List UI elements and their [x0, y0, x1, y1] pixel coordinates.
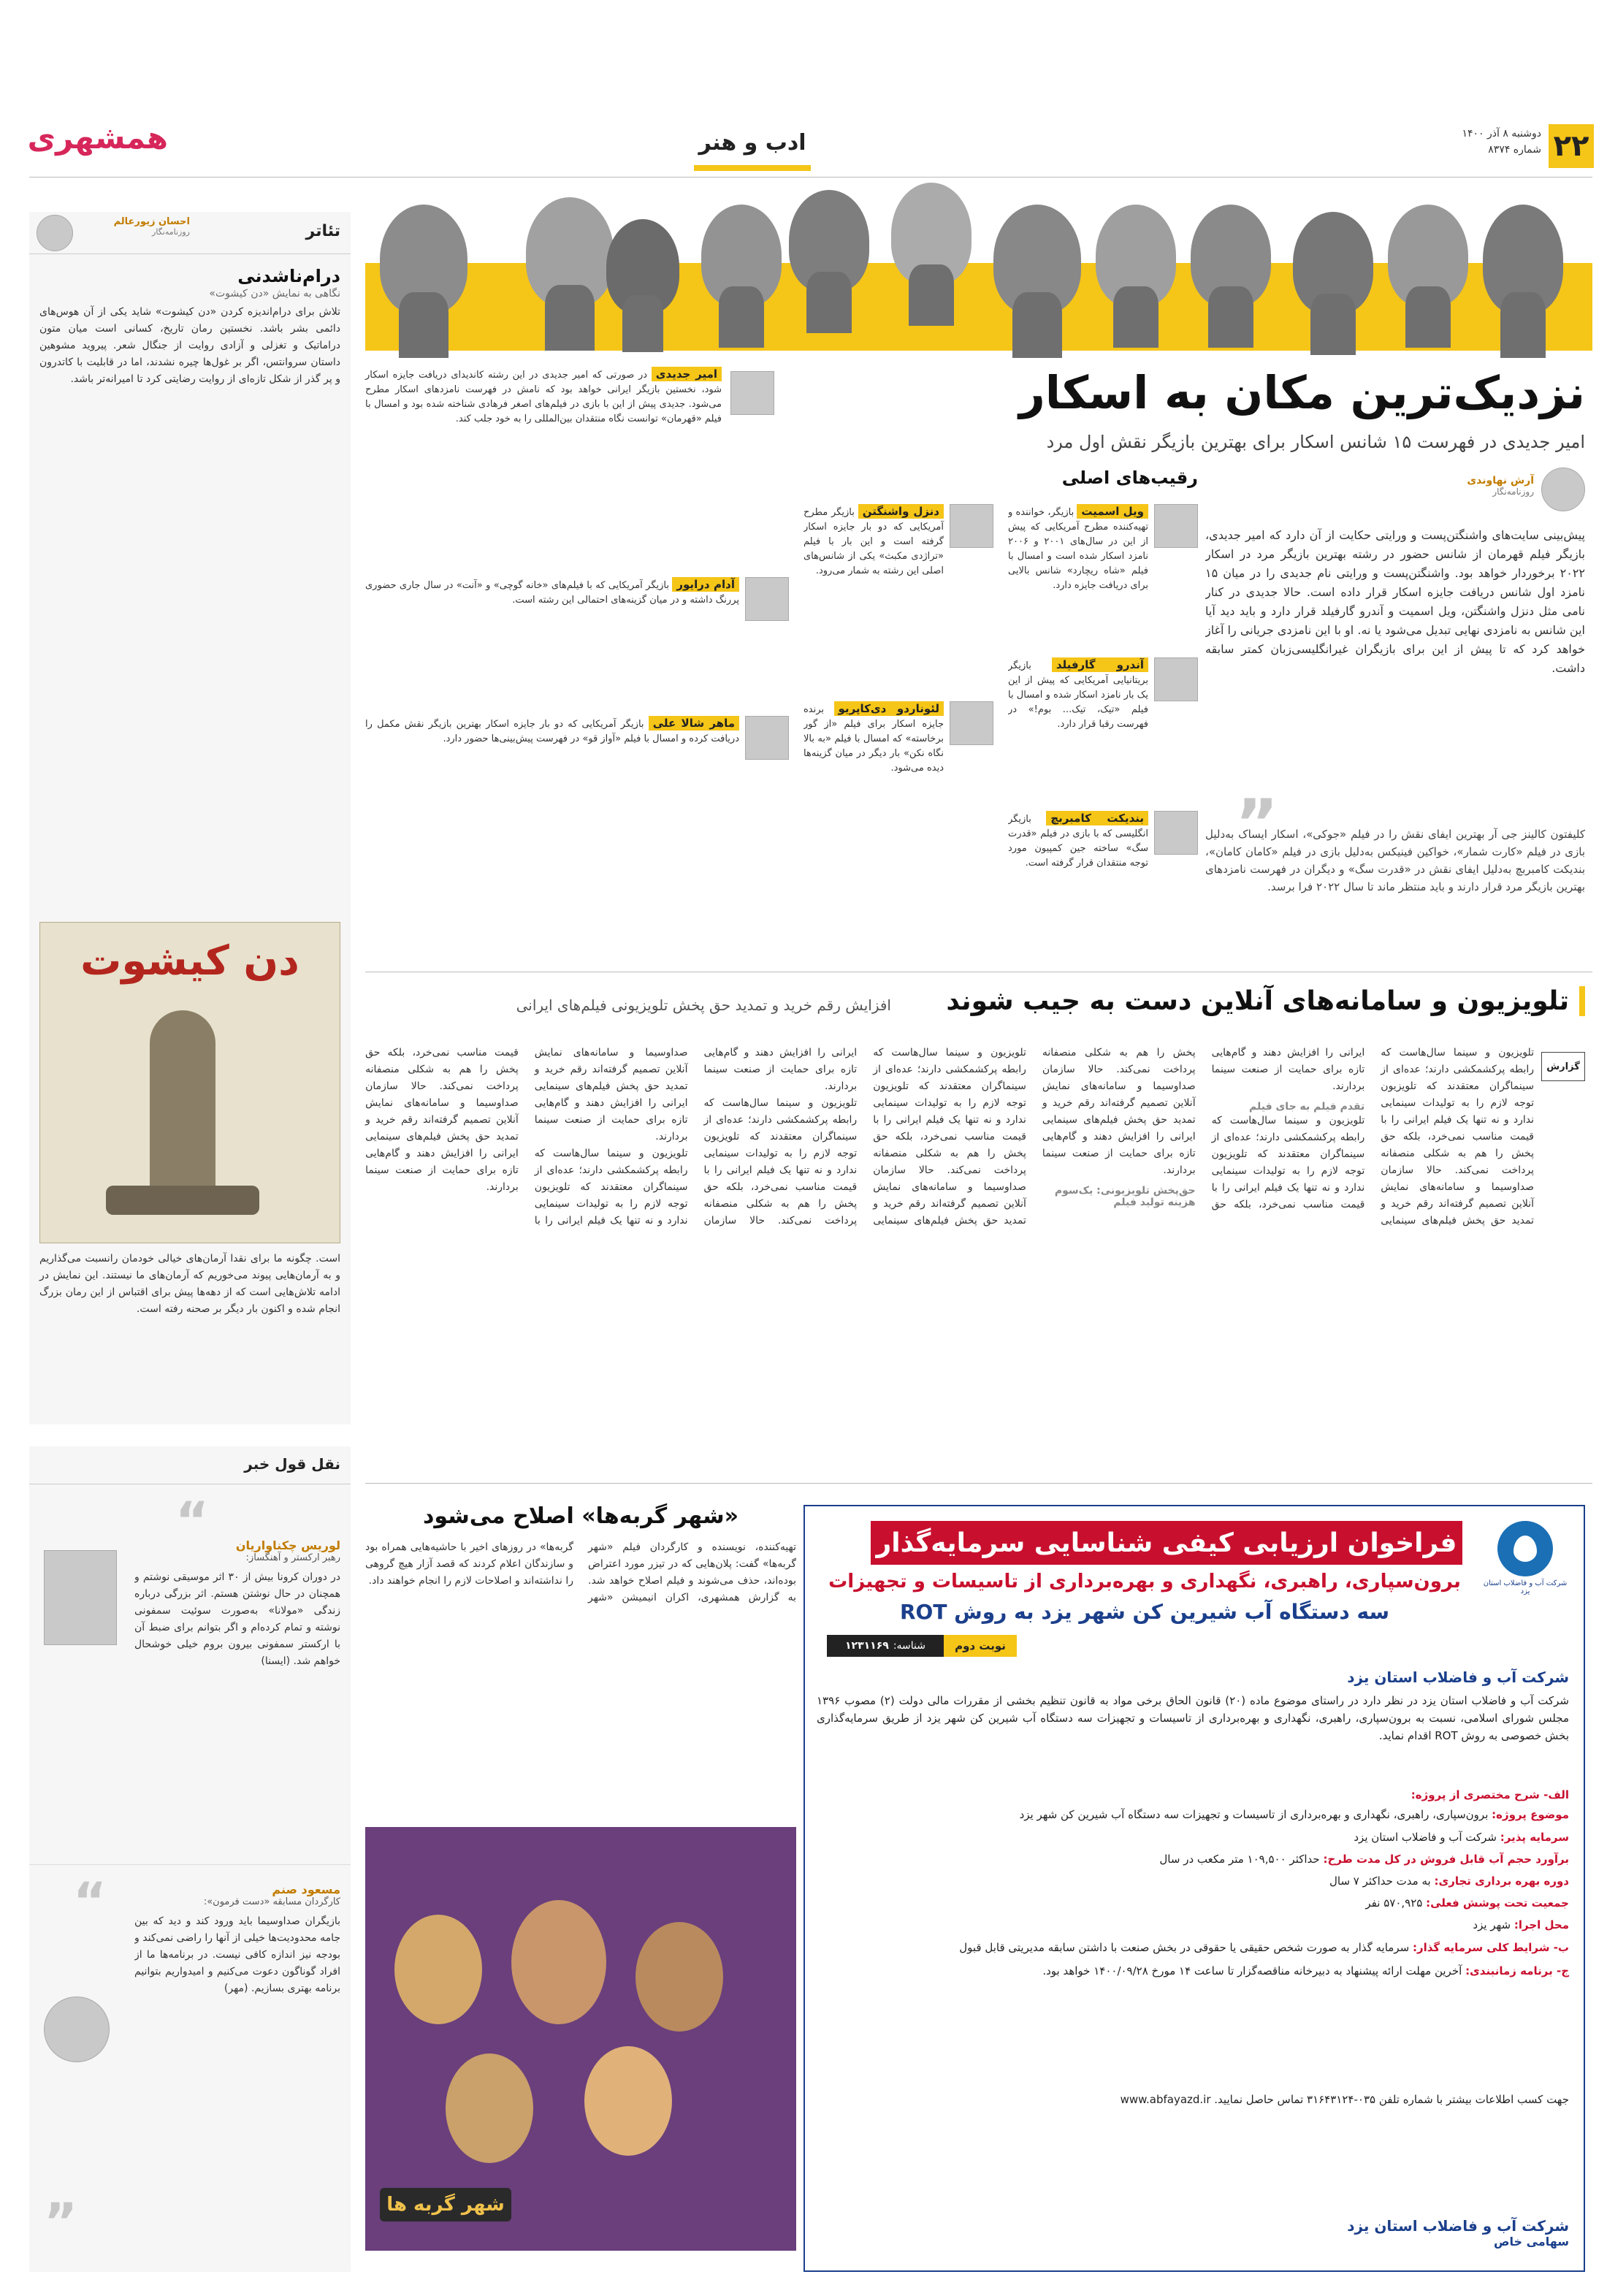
cat-poster [365, 1827, 796, 2251]
ad-line-3: سه دستگاه آب شیرین کن شهر یزد به روش ROT [899, 1600, 1390, 1624]
ad-contact: جهت کسب اطلاعات بیشتر با شماره تلفن ۰۳۵-۳۱۶۴۳۱۲۴ تماس حاصل نمایید. www.abfayazd.ir [1120, 2093, 1569, 2106]
oscar-title: نزدیک‌ترین مکان به اسکار [1019, 366, 1585, 419]
ad-intro: شرکت آب و فاضلاب استان یزد در نظر دارد در راستای موضوع ماده (۲۰) قانون الحاق برخی مواد به قانون تنظیم بخشی از مقررات مالی دولت (۲) مصوب ۱۳۹۶ مجلس شورای اسلامی، نسبت به برون‌سپاری، راهبری، نگهداری و بهره‌برداری از تاسیسات و تجهیزات سه دستگاه آب شیرین کن شهر یزد از طریق سرمایه‌گذاری بخش خصوصی به روش ROT اقدام نماید. [817, 1694, 1569, 1742]
rivals-column-1 [1008, 504, 1198, 957]
water-drop-icon [1497, 1521, 1553, 1576]
ad-id-badge [827, 1635, 944, 1657]
ad-round-badge [944, 1635, 1017, 1657]
quote-name: مسعود صنم [272, 1883, 340, 1896]
report-label: گزارش [1546, 1061, 1580, 1072]
quote-text: در دوران کرونا بیش از ۳۰ اثر موسیقی نوشتم و همچنان در حال نوشتن هستم. اثر بزرگی درباره زندگی «مولانا» به‌صورت سوئیت سمفونی نوشته و تمام کرده‌ام و اگر بتوانم برای ضبط آن با ارکستر سمفونی بیرون بروم خیلی خوشحال خواهم شد. (ایسنا) [134, 1571, 340, 1667]
theatre-header [29, 212, 351, 254]
rival-item [365, 716, 789, 877]
issue-date: دوشنبه ۸ آذر ۱۴۰۰ [1462, 128, 1541, 140]
rival-item [804, 504, 993, 694]
oscar-subtitle: امیر جدیدی در فهرست ۱۵ شانس اسکار برای بهترین بازیگر نقش اول مرد [1046, 432, 1585, 452]
quote-close-icon: ” [44, 2192, 78, 2252]
rival-text: بازیگر بریتانیایی آمریکایی که پیش از این یک بار نامزد اسکار شده و امسال با فیلم «تیک، تیک... بوم!» در فهرست رقبا قرار دارد. [1008, 660, 1148, 730]
cat-body: تهیه‌کننده، نویسنده و کارگردان فیلم «شهر گربه‌ها» گفت: پلان‌هایی که در تیزر مورد اعتراض بوده‌اند، حذف می‌شوند و فیلم اصلاح خواهد شد. به گزارش همشهری، اکران انیمیشن «شهر گربه‌ها» در روزهای اخیر با حاشیه‌هایی همراه بود و سازندگان اعلام کردند که قصد آزار هیچ گروهی را نداشته‌اند و اصلاحات لازم را انجام خواهند داد. [365, 1541, 796, 1603]
page-number-box [1549, 124, 1594, 168]
ad-item-value: ۵۷۰,۹۲۵ نفر [1365, 1896, 1423, 1910]
rival-text: بازیگر آمریکایی که دو بار جایزه اسکار بهترین بازیگر نقش مکمل را دریافت کرده و امسال با فیلم «آواز قو» در فهرست پیش‌بینی‌ها حضور دارد. [365, 719, 739, 744]
ad-item-value: به مدت حداکثر ۷ سال [1329, 1874, 1431, 1888]
ad-headline-bar [871, 1521, 1462, 1565]
rival-text: بازیگر مطرح آمریکایی که دو بار جایزه اسکار گرفته است و این بار با فیلم «تراژدی مکبث» یکی از شانس‌های اصلی این رشته به شمار می‌رود. [804, 507, 944, 576]
issue-number: شماره ۸۳۷۴ [1488, 144, 1541, 156]
ad-item [817, 1892, 1569, 1914]
ad-item-value: سرمایه گذار به صورت شخص حقیقی یا حقوقی در بخش صنعت با داشتن سابقه مدیریتی قابل قبول [959, 1941, 1410, 1954]
ad-logo [1481, 1521, 1569, 1595]
poster-title: دن کیشوت [80, 937, 299, 985]
ad-item-label: محل اجرا: [1514, 1918, 1569, 1931]
caption-text: در صورتی که امیر جدیدی در این رشته کاندیدای دریافت جایزه اسکار شود، نخستین بازیگر ایرانی خواهد بود که نامش در فهرست نامزدهای اسکار مطرح می‌شود. جدیدی پیش از این با بازی در فیلم‌های اصغر فرهادی شناخته شده بود و امسال با فیلم «قهرمان» توانست نگاه منتقدان بین‌المللی را به خود جلب کند. [365, 370, 722, 424]
ad-item [817, 1784, 1569, 1806]
author-avatar [1541, 468, 1585, 511]
ad-item-label: برآورد حجم آب قابل فروش در کل مدت طرح: [1323, 1853, 1569, 1866]
ad-round: نوبت دوم [955, 1639, 1006, 1652]
ad-item [817, 1914, 1569, 1936]
theatre-body-1: تلاش برای درام‌اندیزه کردن «دن کیشوت» شاید یکی از آن هوس‌های دائمی بشر باشد. نخستین رمان تاریخ، کسانی است میان متون دراماتیک و تغزلی و آزادی روایت از جنگال شعر. پیروید مشوهین داستان سروانتس، اگر بر غول‌ها چیره نشدند، اما در قابلیت با کاتدرون و پر گذر از شکل تازه‌ای از روایت رضایتی کرد تا امیرانه‌تر باشد. [39, 306, 340, 385]
section-rule-2 [365, 1483, 1592, 1484]
oscar-author-role: روزنامه‌نگار [1492, 487, 1534, 497]
tv-body: تلویزیون و سینما سال‌هاست که رابطه پرکشمکشی دارند؛ عده‌ای از سینماگران معتقدند که تلویزیون توجه لازم را به تولیدات سینمایی ندارد و نه تنها یک فیلم ایرانی را با قیمت مناسب نمی‌خرد، بلکه حق پخش را هم به شکلی منصفانه پرداخت نمی‌کند. حالا سازمان صداوسیما و سامانه‌های نمایش آنلاین تصمیم گرفته‌اند رقم خرید و تمدید حق پخش فیلم‌های سینمایی ایرانی را افزایش دهند و گام‌هایی تازه برای حمایت از صنعت سینما بردارند. [1211, 1047, 1534, 1227]
quote-role: کارگردان مسابقه «دست فرمون»: [203, 1896, 340, 1907]
rival-photo [950, 504, 993, 548]
don-quixote-poster [39, 922, 340, 1243]
rival-name: لئوناردو دی‌کاپریو [834, 701, 944, 716]
rival-photo [1154, 504, 1198, 548]
ad-item-value: برون‌سپاری، راهبری، نگهداری و بهره‌برداری از تاسیسات و تجهیزات سه دستگاه آب شیرین کن شهر یزد [1019, 1808, 1489, 1821]
section-title: ادب و هنر [698, 130, 806, 156]
ad-item-value: شهر یزد [1473, 1918, 1511, 1931]
ad-line-2: برون‌سپاری، راهبری، نگهداری و بهره‌برداری از تاسیسات و تجهیزات [828, 1571, 1461, 1593]
theatre-author-role: روزنامه‌نگار [152, 227, 190, 237]
tv-body-2: تلویزیون و سینما سال‌هاست که رابطه پرکشمکشی دارند؛ عده‌ای از سینماگران معتقدند که تلویزیون توجه لازم را به تولیدات سینمایی ندارد و نه تنها یک فیلم ایرانی را با قیمت مناسب نمی‌خرد، بلکه حق پخش را هم به شکلی منصفانه پرداخت نمی‌کند. حالا سازمان صداوسیما و سامانه‌های نمایش آنلاین تصمیم گرفته‌اند رقم خرید و تمدید حق پخش فیلم‌های سینمایی ایرانی را افزایش دهند و گام‌هایی تازه برای حمایت از صنعت سینما بردارند. [1042, 1047, 1365, 1210]
ad-item-label: موضوع پروژه: [1492, 1808, 1569, 1821]
oscar-actors-photo [365, 175, 1592, 365]
ad-item-value: آخرین مهلت ارائه پیشنهاد به دبیرخانه مناقصه‌گزار تا ساعت ۱۴ مورخ ۱۴۰۰/۰۹/۲۸ خواهد بود. [1042, 1964, 1462, 1977]
ad-id-label: شناسه: [893, 1640, 926, 1652]
quote-item [29, 1484, 351, 1864]
ad-box [804, 1505, 1585, 2272]
ad-footer-company: شرکت آب و فاضلاب استان یزد [1347, 2217, 1569, 2235]
tv-sub-2: حق‌پخش تلویزیونی: یک‌سوم هزینه تولید فیلم [1054, 1185, 1196, 1208]
ad-footer-type: سهامی خاص [1493, 2235, 1569, 2249]
rivals-heading: رقیب‌های اصلی [1061, 468, 1198, 488]
section-underline [694, 165, 811, 171]
quote-avatar [44, 1550, 117, 1645]
theatre-title: درام‌ناشدنی [237, 266, 340, 286]
ad-item-label: سرمایه پذیر: [1500, 1831, 1569, 1844]
rival-text: برنده جایزه اسکار برای فیلم «از گور برخاسته» که امسال با فیلم «به بالا نگاه نکن» بار دیگر در میان گزینه‌ها دیده می‌شود. [804, 704, 944, 774]
rival-item [1008, 504, 1198, 650]
quote-name: لوریس چکناواریان [235, 1538, 340, 1552]
rival-name: ماهر شالا علی [649, 716, 739, 731]
rival-photo [745, 716, 789, 760]
tv-subtitle: افزایش رقم خرید و تمدید حق پخش تلویزیونی فیلم‌های ایرانی [516, 996, 891, 1014]
tv-sub-1: تقدم ‌فیلم ‌به ‌جای ‌فیلم [1249, 1101, 1365, 1113]
page-number: ۲۲ [1553, 129, 1589, 163]
oscar-quote: کلیفتون کالینز جی آر بهترین ایفای نقش را در فیلم «جوکی»، اسکار ایساک به‌دلیل بازی در فیلم «کارت شمار»، خواکین فینیکس به‌دلیل بازی در فیلم «کامان کامان»، بندیکت کامبربچ به‌دلیل ایفای نقش در «قدرت سگ» و دیگران در فهرست نامزدهای بهترین بازیگر مرد قرار دارند و باید منتظر ماند تا سال ۲۰۲۲ فرا برسد. [1205, 828, 1585, 893]
tv-body-4: تلویزیون و سینما سال‌هاست که رابطه پرکشمکشی دارند؛ عده‌ای از سینماگران معتقدند که تلویزیون توجه لازم را به تولیدات سینمایی ندارد و نه تنها یک فیلم ایرانی را با قیمت مناسب نمی‌خرد، بلکه حق پخش را هم به شکلی منصفانه پرداخت نمی‌کند. حالا سازمان صداوسیما و سامانه‌های نمایش آنلاین تصمیم گرفته‌اند رقم خرید و تمدید حق پخش فیلم‌های سینمایی ایرانی را افزایش دهند و گام‌هایی تازه برای حمایت از صنعت سینما بردارند. [534, 1047, 858, 1227]
rival-name: دنزل واشنگتن [858, 504, 944, 519]
ad-item-label: دوره بهره برداری تجاری: [1434, 1874, 1569, 1888]
oscar-lead: پیش‌بینی سایت‌های واشنگتن‌پست و ورایتی حکایت از آن دارد که امیر جدیدی، بازیگر فیلم قهرمان از شانس حضور در رشته بهترین بازیگر مرد در اسکار ۲۰۲۲ برخوردار خواهد بود. واشنگتن‌پست و ورایتی نام جدیدی را در میان ۱۵ نامزد اول شانس دریافت جایزه اسکار قرار داده است. حالا جدیدی در کنار نامی مثل دنزل واشنگتن، ویل اسمیت و آندرو گارفیلد قرار دارد و باید دید آیا این شانس به نامزدی نهایی تبدیل می‌شود یا نه. او با این نامزدی جریانی را آغاز خواهد کرد که تا پیش از این برای بازیگران غیرانگلیسی‌زبان کمتر سابقه داشت. [1205, 528, 1585, 675]
ad-headline: فراخوان ارزیابی کیفی شناسایی سرمایه‌گذار [876, 1528, 1457, 1558]
rival-item [1008, 811, 1198, 957]
rival-item [804, 701, 993, 884]
ad-logo-caption: شرکت آب و فاضلاب استان یزد [1483, 1579, 1568, 1595]
rival-text: بازیگر آمریکایی که با فیلم‌های «خانه گوچی» و «آنت» در سال جاری حضوری پررنگ داشته و در میان گزینه‌های احتمالی این رشته است. [365, 580, 739, 606]
ad-item [817, 1939, 1569, 1956]
oscar-caption-box [365, 364, 774, 460]
quotes-header: نقل قول خبر [29, 1446, 351, 1484]
theatre-section: تئاتر [305, 222, 340, 240]
cat-title: «شهر گربه‌ها» اصلاح می‌شود [423, 1503, 738, 1529]
theatre-author: احسان زیورعالم [113, 216, 190, 227]
ad-item-label: ب- شرایط کلی سرمایه گذار: [1412, 1941, 1569, 1954]
tv-columns [365, 1045, 1534, 1468]
tv-body-5: تلویزیون و سینما سال‌هاست که رابطه پرکشمکشی دارند؛ عده‌ای از سینماگران معتقدند که تلویزیون توجه لازم را به تولیدات سینمایی ندارد و نه تنها یک فیلم ایرانی را با قیمت مناسب نمی‌خرد، بلکه حق پخش را هم به شکلی منصفانه پرداخت نمی‌کند. حالا سازمان صداوسیما و سامانه‌های نمایش آنلاین تصمیم گرفته‌اند رقم خرید و تمدید حق پخش فیلم‌های سینمایی ایرانی را افزایش دهند و گام‌هایی تازه برای حمایت از صنعت سینما بردارند. [365, 1047, 688, 1227]
tv-body-3: تلویزیون و سینما سال‌هاست که رابطه پرکشمکشی دارند؛ عده‌ای از سینماگران معتقدند که تلویزیون توجه لازم را به تولیدات سینمایی ندارد و نه تنها یک فیلم ایرانی را با قیمت مناسب نمی‌خرد، بلکه حق پخش را هم به شکلی منصفانه پرداخت نمی‌کند. حالا سازمان صداوسیما و سامانه‌های نمایش آنلاین تصمیم گرفته‌اند رقم خرید و تمدید حق پخش فیلم‌های سینمایی ایرانی را افزایش دهند و گام‌هایی تازه برای حمایت از صنعت سینما بردارند. [703, 1047, 1026, 1227]
rival-text: بازیگر، خواننده و تهیه‌کننده مطرح آمریکایی که پیش از این در سال‌های ۲۰۰۱ و ۲۰۰۶ نامزد اسکار شده است و امسال با فیلم «شاه ریچارد» شانس بالایی برای دریافت جایزه دارد. [1008, 507, 1148, 591]
theatre-author-avatar [37, 215, 73, 251]
quote-text: بازیگران صداوسیما باید ورود کند و دید که بین جامه محدودیت‌ها خیلی از آنها را راضی نمی‌کند و بودجه نیز اندازه کافی نیست. در برنامه‌ها ما از افراد گوناگون دعوت می‌کنیم و امیدواریم بتوانیم برنامه بهتری بسازیم. (مهر) [134, 1915, 340, 1994]
quote-avatar [44, 1996, 110, 2062]
ad-item-value: شرکت آب و فاضلاب استان یزد [1354, 1831, 1497, 1844]
ad-item-value: حداکثر ۱۰۹,۵۰۰ متر مکعب در سال [1159, 1853, 1320, 1866]
rivals-column-2 [804, 504, 993, 884]
ad-company: شرکت آب و فاضلاب استان یزد [1347, 1668, 1569, 1686]
cat-poster-title: شهر گربه ها [380, 2188, 511, 2221]
tv-report-label [1541, 1052, 1585, 1081]
amir-jadidi-thumb [730, 371, 774, 415]
quote-mark-icon: ” [1234, 785, 1278, 862]
theatre-sidebar [29, 212, 351, 1424]
cat-article [365, 1498, 796, 2272]
rival-name: آدام درایور [672, 577, 739, 592]
rival-text: بازیگر انگلیسی که با بازی در فیلم «قدرت سگ» ساخته جین کمپیون مورد توجه منتقدان قرار گرفته است. [1008, 814, 1148, 869]
ad-item [817, 1826, 1569, 1848]
ad-item [817, 1848, 1569, 1870]
quote-item [29, 1864, 351, 2259]
logo: همشهری [27, 120, 168, 156]
rival-name: آندرو گارفیلد [1052, 657, 1148, 672]
oscar-author: آرش نهاوندی [1467, 475, 1534, 487]
quote-role: رهبر ارکستر و آهنگساز: [245, 1552, 340, 1563]
rival-item [365, 504, 789, 709]
ad-item [817, 1806, 1569, 1823]
rival-photo [950, 701, 993, 745]
ad-item-label: ج- برنامه زمانبندی: [1465, 1964, 1569, 1977]
rival-name: ویل اسمیت [1077, 504, 1148, 519]
rival-item [1008, 657, 1198, 804]
quote-open-icon: “ [175, 1491, 210, 1551]
theatre-subtitle: نگاهی به نمایش «دن کیشوت» [209, 288, 340, 300]
ad-item-label: جمعیت تحت پوشش فعلی: [1426, 1896, 1569, 1910]
ad-items [817, 1784, 1569, 1980]
ad-item [817, 1962, 1569, 1980]
quote-open-icon: “ [73, 1872, 107, 1931]
ad-item [817, 1870, 1569, 1892]
rival-photo [1154, 657, 1198, 701]
theatre-body-2: است. چگونه ما برای نقدا آرمان‌های خیالی خودمان رانسبت می‌گذاریم و به آرمان‌هایی پیوند می‌خوریم که آرمان‌های ما نیستند. این نمایش در ادامه تلاش‌هایی است که از دهه‌ها پیش برای اقتباس از این رمان بزرگ انجام شده و اکنون بار دیگر بر صحنه رفته است. [39, 1253, 340, 1315]
caption-name: امیر جدیدی [652, 367, 722, 381]
rival-name: بندیکت کامبربچ [1046, 811, 1148, 825]
quotes-box [29, 1446, 351, 2272]
rival-photo [1154, 811, 1198, 855]
rivals-column-3 [365, 504, 789, 877]
ad-id-value: ۱۲۳۱۱۶۹ [845, 1640, 889, 1652]
tv-title: تلویزیون و سامانه‌های آنلاین دست به جیب شوند [906, 986, 1585, 1016]
ad-item-label: الف- شرح مختصری از پروژه: [1411, 1788, 1569, 1801]
rival-photo [745, 577, 789, 621]
